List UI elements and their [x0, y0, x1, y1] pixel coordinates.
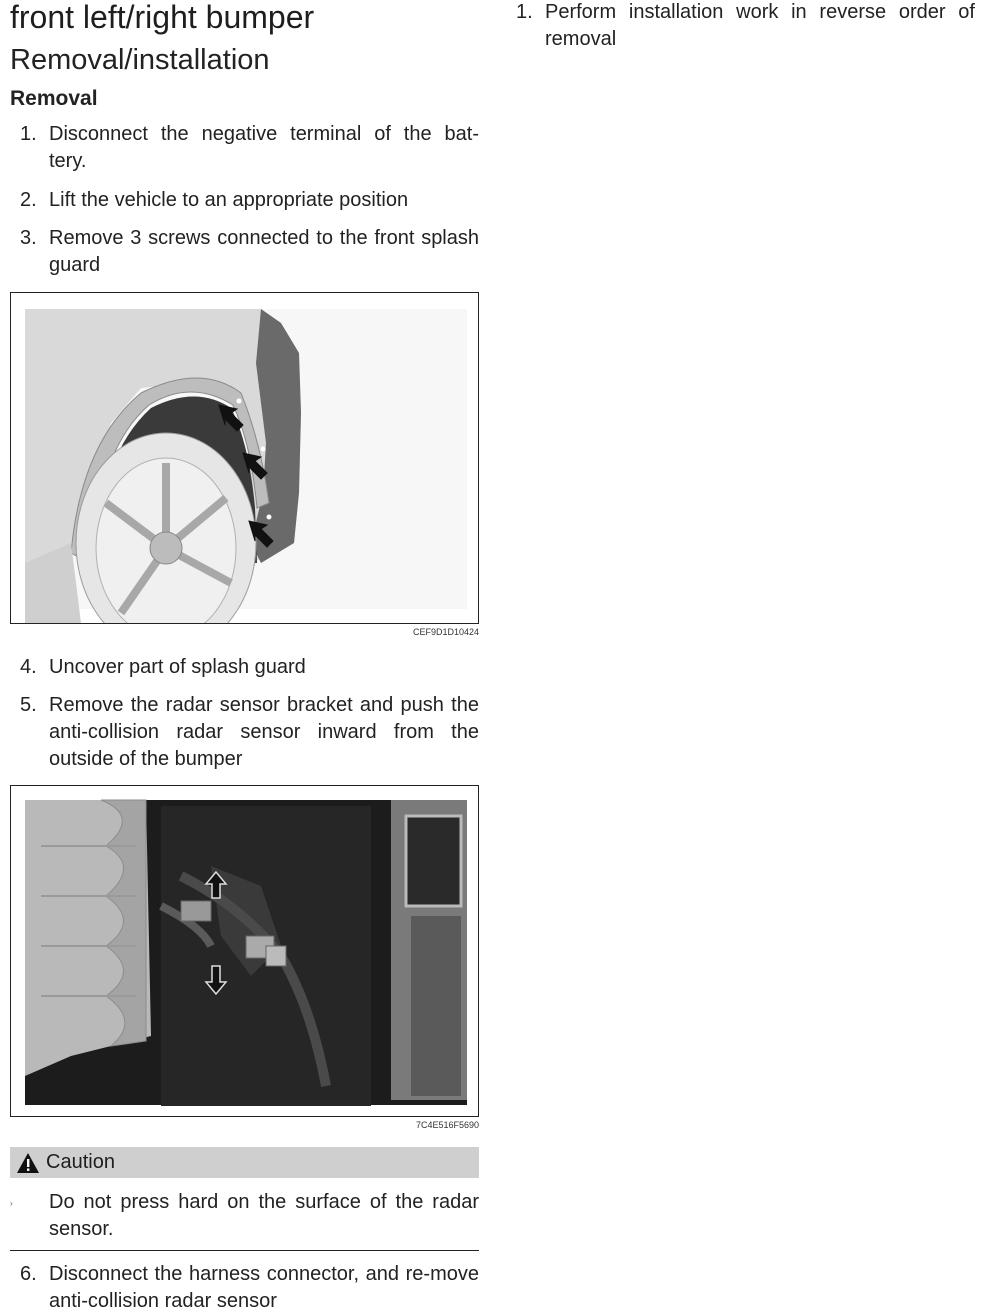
step-number: 4.: [20, 656, 37, 678]
step-number: 6.: [20, 1263, 37, 1285]
steps-list-c: [10, 1261, 479, 1315]
steps-list-a: [10, 121, 479, 291]
caution-header: [10, 1147, 479, 1178]
radar-sensor-photo: [11, 786, 479, 1117]
figure-splash-guard-screws: [10, 292, 479, 624]
step-text: Lift the vehicle to an appropriate position: [49, 189, 409, 211]
step-number: 3.: [20, 227, 37, 249]
left-column: [10, 0, 479, 1315]
step-text: Remove 3 screws connected to the front splash guard: [49, 227, 479, 276]
warning-triangle-icon: [16, 1152, 40, 1174]
caution-label: Caution: [46, 1151, 115, 1173]
list-item: [10, 1261, 479, 1315]
step-number: 1.: [516, 1, 533, 23]
caution-block: [10, 1147, 479, 1251]
caution-text: Do not press hard on the surface of the radar sensor.: [49, 1191, 479, 1240]
step-text: Uncover part of splash guard: [49, 656, 306, 678]
step-text: Remove the radar sensor bracket and push the anti-collision radar sensor inward from the outside of the bumper: [49, 694, 479, 770]
right-column: [509, 0, 975, 53]
figure-id: CEF9D1D10424: [412, 627, 479, 637]
list-item: [10, 121, 479, 187]
figure-radar-sensor: [10, 785, 479, 1117]
removal-heading: Removal: [10, 87, 98, 110]
step-text: Disconnect the negative terminal of the bat- tery.: [49, 123, 479, 172]
figure-id: 7C4E516F5690: [415, 1120, 479, 1130]
list-item: [509, 0, 975, 53]
caution-divider: [10, 1250, 479, 1251]
step-text: Perform installation work in reverse order of removal: [545, 1, 975, 50]
bullet-icon: ›: [10, 1199, 13, 1208]
list-item: [10, 654, 479, 692]
step-number: 5.: [20, 694, 37, 716]
list-item: [10, 692, 479, 785]
list-item: [10, 187, 479, 225]
step-number: 2.: [20, 189, 37, 211]
splash-guard-illustration: [11, 293, 479, 624]
caution-item: [10, 1189, 479, 1243]
step-number: 1.: [20, 123, 37, 145]
list-item: [10, 225, 479, 291]
section-subtitle: Removal/installation: [10, 44, 270, 76]
step-text: Disconnect the harness connector, and re-move anti-collision radar sensor: [49, 1263, 479, 1312]
steps-list-b: [10, 654, 479, 785]
page-title: front left/right bumper: [10, 0, 315, 35]
